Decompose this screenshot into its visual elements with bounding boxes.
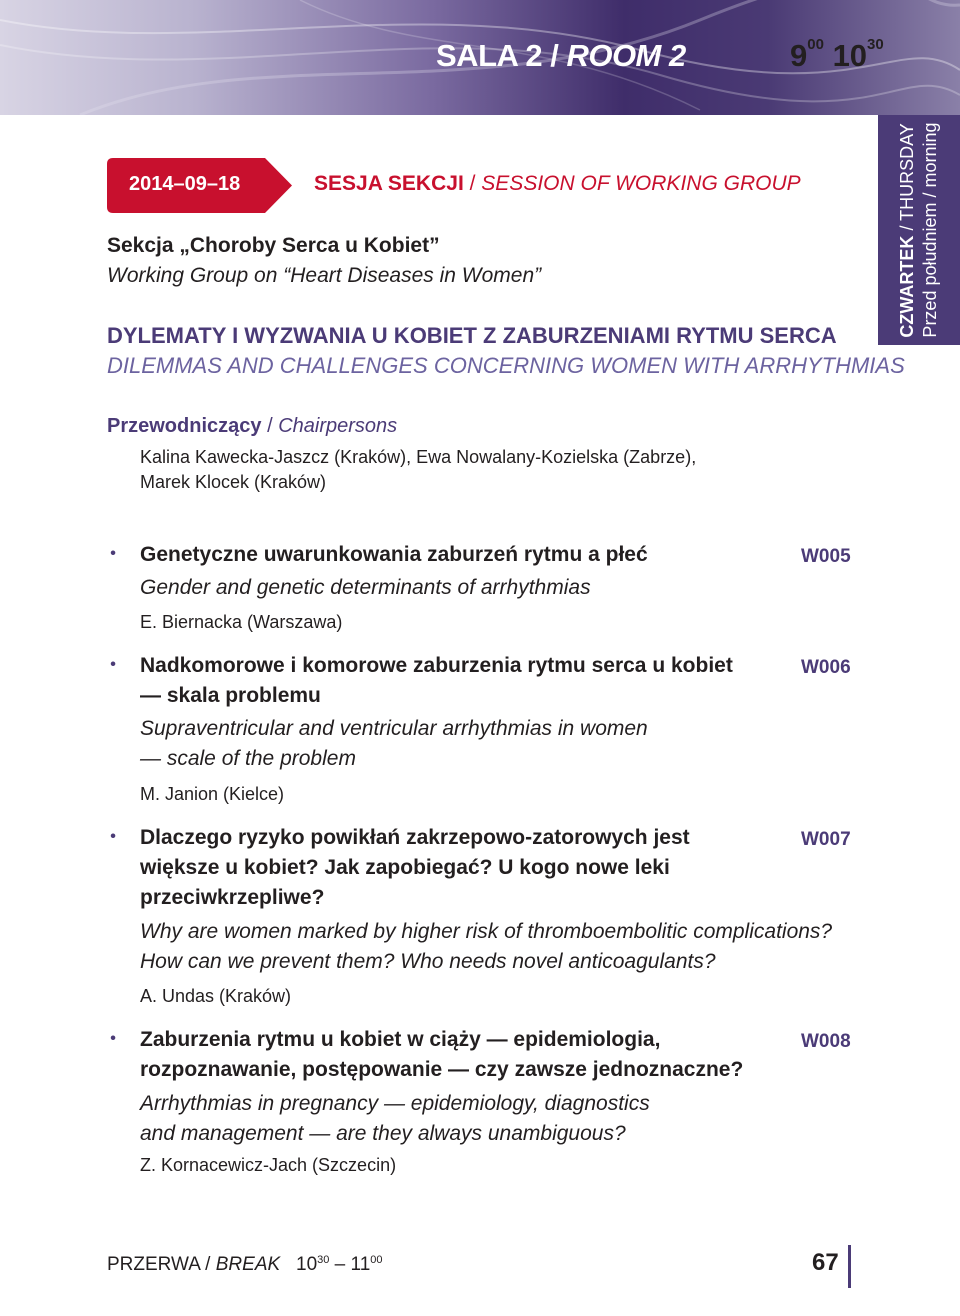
talk-title-en: How can we prevent them? Who needs novel anticoagulants? (140, 950, 716, 973)
talk-title-pl: Dlaczego ryzyko powikłań zakrzepowo-zatorowych jest (140, 826, 690, 849)
break-line: PRZERWA / BREAK $10^{30} - 11^{00}$ (107, 1254, 383, 1275)
talk-code: W006 (801, 657, 851, 678)
session-type: SESJA SEKCJI / SESSION OF WORKING GROUP (314, 172, 801, 195)
session-title-en: DILEMMAS AND CHALLENGES CONCERNING WOMEN WITH ARRHYTHMIAS (107, 353, 905, 378)
chairpersons-line: Kalina Kawecka-Jaszcz (Kraków), Ewa Nowalany-Kozielska (Zabrze), (140, 447, 697, 467)
talk-title-en: Why are women marked by higher risk of thromboembolitic complications? (140, 920, 833, 943)
talk-code: W007 (801, 829, 851, 850)
talk-code: W008 (801, 1031, 851, 1052)
talk-code: W005 (801, 546, 851, 567)
talk-title-pl: większe u kobiet? Jak zapobiegać? U kogo nowe leki (140, 856, 670, 879)
talk-title-pl: Genetyczne uwarunkowania zaburzeń rytmu a płeć (140, 543, 648, 566)
talk-speaker: A. Undas (Kraków) (140, 986, 292, 1006)
chairpersons-line: Marek Klocek (Kraków) (140, 472, 327, 492)
room-title: SALA 2 / ROOM 2 (436, 38, 686, 73)
working-group-pl: Sekcja „Choroby Serca u Kobiet” (107, 234, 440, 257)
talk-title-pl: Zaburzenia rytmu u kobiet w ciąży — epidemiologia, (140, 1028, 661, 1051)
header-banner (0, 0, 960, 115)
session-title-pl: DYLEMATY I WYZWANIA U KOBIET Z ZABURZENIAMI RYTMU SERCA (107, 323, 837, 348)
talk-title-pl: Nadkomorowe i komorowe zaburzenia rytmu serca u kobiet (140, 654, 733, 677)
bullet-icon: • (110, 828, 116, 845)
day-side-tab-text: CZWARTEK / THURSDAY Przed południem / morning (897, 122, 940, 338)
talk-title-en: Arrhythmias in pregnancy — epidemiology, diagnostics (140, 1092, 650, 1115)
session-date: 2014–09–18 (129, 173, 241, 195)
talk-title-pl: przeciwkrzepliwe? (140, 886, 325, 909)
page-number: 67 (812, 1249, 839, 1276)
chairpersons-heading: Przewodniczący / Chairpersons (107, 415, 398, 437)
talk-title-en: Supraventricular and ventricular arrhythmias in women (140, 717, 648, 740)
talk-title-en: — scale of the problem (140, 747, 356, 770)
talk-speaker: Z. Kornacewicz-Jach (Szczecin) (140, 1155, 397, 1175)
talk-speaker: E. Biernacka (Warszawa) (140, 612, 343, 632)
talk-title-pl: rozpoznawanie, postępowanie — czy zawsze jednoznaczne? (140, 1058, 744, 1081)
working-group-en: Working Group on “Heart Diseases in Women” (107, 264, 542, 287)
bullet-icon: • (110, 545, 116, 562)
talk-title-pl: — skala problemu (140, 684, 321, 707)
page-number-bar (848, 1245, 851, 1288)
bullet-icon: • (110, 1030, 116, 1047)
talk-speaker: M. Janion (Kielce) (140, 784, 285, 804)
talk-title-en: Gender and genetic determinants of arrhythmias (140, 576, 591, 599)
session-time: $9^{00}$ $10^{30}$ (790, 36, 884, 73)
bullet-icon: • (110, 656, 116, 673)
talk-title-en: and management — are they always unambiguous? (140, 1122, 626, 1145)
date-badge (107, 158, 292, 213)
